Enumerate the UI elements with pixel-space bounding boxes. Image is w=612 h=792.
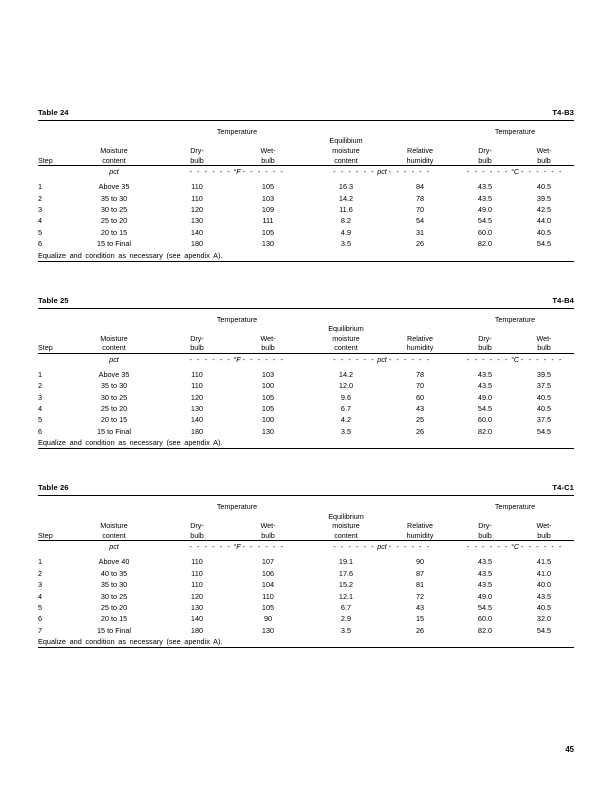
column-header-dry-bulb-f: Dry- bulb bbox=[190, 521, 204, 540]
drying-schedule-table bbox=[38, 308, 574, 450]
cell-wet-bulb-c: 54.5 bbox=[536, 426, 552, 436]
tables-container bbox=[38, 108, 574, 682]
group-header-row bbox=[38, 315, 574, 324]
cell-wet-bulb-c: 40.5 bbox=[536, 392, 552, 402]
column-header-moisture-content: Moisture content bbox=[100, 146, 128, 165]
group-header-blank-step bbox=[38, 127, 62, 136]
units-dash-right: - - - - - - bbox=[521, 354, 563, 364]
group-header-temperature-f: Temperature bbox=[216, 502, 258, 512]
cell-relative-humidity: 70 bbox=[415, 205, 425, 214]
cell-dry-bulb-f: 120 bbox=[190, 205, 204, 214]
table-block bbox=[38, 483, 574, 648]
cell-wet-bulb-f: 90 bbox=[263, 614, 273, 624]
units-percent-group bbox=[308, 166, 456, 178]
cell-moisture-content: 15 to Final bbox=[96, 625, 132, 635]
cell-emc: 19.1 bbox=[338, 557, 354, 567]
cell-wet-bulb-c: 44.0 bbox=[536, 216, 552, 226]
table-row bbox=[38, 215, 574, 226]
cell-wet-bulb-f: 107 bbox=[261, 557, 275, 567]
group-header-blank-moisture bbox=[62, 315, 166, 324]
cell-wet-bulb-f: 105 bbox=[261, 404, 275, 414]
drying-schedule-table bbox=[38, 495, 574, 648]
cell-moisture-content: 40 to 35 bbox=[100, 568, 128, 578]
table-footnote: Equalize and condition as necessary (see apendix A). bbox=[38, 438, 223, 448]
group-header-blank-rh bbox=[384, 502, 456, 511]
units-label-pct: pct bbox=[109, 354, 119, 364]
cell-moisture-content: 25 to 20 bbox=[100, 404, 128, 414]
column-header-step: Step bbox=[38, 530, 53, 540]
column-header-dry-bulb-f: Dry- bulb bbox=[190, 146, 204, 165]
cell-wet-bulb-f: 103 bbox=[261, 193, 275, 203]
cell-wet-bulb-c: 43.5 bbox=[536, 591, 552, 601]
cell-relative-humidity: 81 bbox=[415, 580, 425, 590]
cell-step: 6 bbox=[38, 239, 43, 249]
group-header-blank-step bbox=[38, 315, 62, 324]
cell-wet-bulb-c: 40.5 bbox=[536, 404, 552, 414]
table-footnote: Equalize and condition as necessary (see apendix A). bbox=[38, 250, 223, 260]
cell-wet-bulb-c: 40.5 bbox=[536, 227, 552, 237]
table-row bbox=[38, 403, 574, 414]
table-row bbox=[38, 625, 574, 636]
cell-dry-bulb-c: 60.0 bbox=[477, 614, 493, 624]
cell-moisture-content: Above 35 bbox=[98, 182, 130, 192]
units-label-c: °C bbox=[510, 354, 520, 364]
table-number: Table 24 bbox=[38, 108, 69, 117]
column-header-wet-bulb-f: Wet- bulb bbox=[260, 146, 276, 165]
cell-dry-bulb-c: 82.0 bbox=[477, 239, 493, 249]
cell-dry-bulb-c: 82.0 bbox=[477, 625, 493, 635]
cell-wet-bulb-c: 40.5 bbox=[536, 182, 552, 192]
units-dash-left: - - - - - - bbox=[333, 167, 376, 177]
cell-dry-bulb-f: 180 bbox=[190, 625, 204, 635]
cell-moisture-content: 25 to 20 bbox=[100, 216, 128, 226]
table-row bbox=[38, 602, 574, 613]
cell-dry-bulb-f: 120 bbox=[190, 392, 204, 402]
units-dash-right: - - - - - - bbox=[521, 167, 563, 177]
cell-dry-bulb-c: 54.5 bbox=[477, 404, 493, 414]
cell-step: 4 bbox=[38, 404, 43, 414]
cell-step: 5 bbox=[38, 603, 43, 613]
table-row bbox=[38, 193, 574, 204]
cell-step: 5 bbox=[38, 227, 43, 237]
table-code: T4-B4 bbox=[552, 295, 574, 305]
cell-wet-bulb-f: 109 bbox=[261, 205, 275, 214]
cell-wet-bulb-c: 37.5 bbox=[536, 415, 552, 425]
cell-dry-bulb-c: 43.5 bbox=[477, 193, 493, 203]
units-dash-right: - - - - - - bbox=[242, 167, 285, 177]
cell-emc: 6.7 bbox=[340, 603, 352, 613]
cell-dry-bulb-c: 43.5 bbox=[477, 568, 493, 578]
table-row bbox=[38, 613, 574, 624]
group-header-blank-rh bbox=[384, 127, 456, 136]
units-dash-right: - - - - - - bbox=[242, 354, 285, 364]
units-label-pct: pct bbox=[109, 542, 119, 552]
cell-relative-humidity: 26 bbox=[415, 426, 425, 436]
cell-wet-bulb-c: 54.5 bbox=[536, 239, 552, 249]
cell-step: 3 bbox=[38, 205, 43, 214]
group-header-blank-rh bbox=[384, 315, 456, 324]
units-dash-left: - - - - - - bbox=[467, 542, 509, 552]
cell-moisture-content: 30 to 25 bbox=[100, 392, 128, 402]
cell-moisture-content: Above 35 bbox=[98, 369, 130, 379]
units-pct-moisture bbox=[62, 354, 166, 366]
units-dash-right: - - - - - - bbox=[388, 167, 431, 177]
units-dash-left: - - - - - - bbox=[467, 167, 509, 177]
cell-emc: 6.7 bbox=[340, 404, 352, 414]
cell-relative-humidity: 87 bbox=[415, 568, 425, 578]
group-header-blank-moisture bbox=[62, 502, 166, 511]
cell-emc: 12.1 bbox=[338, 591, 354, 601]
table-bottom-rule bbox=[38, 648, 574, 649]
units-dash-left: - - - - - - bbox=[467, 354, 509, 364]
cell-dry-bulb-c: 49.0 bbox=[477, 591, 493, 601]
table-row bbox=[38, 369, 574, 380]
units-percent-group bbox=[308, 354, 456, 366]
cell-dry-bulb-c: 43.5 bbox=[477, 369, 493, 379]
cell-step: 4 bbox=[38, 591, 43, 601]
cell-wet-bulb-f: 105 bbox=[261, 603, 275, 613]
units-label-f: °F bbox=[233, 167, 241, 177]
cell-dry-bulb-f: 130 bbox=[190, 404, 204, 414]
cell-dry-bulb-f: 130 bbox=[190, 603, 204, 613]
units-pct-moisture bbox=[62, 166, 166, 178]
units-dash-right: - - - - - - bbox=[521, 542, 563, 552]
cell-wet-bulb-f: 110 bbox=[262, 591, 274, 601]
rule-line bbox=[38, 449, 574, 450]
units-label-c: °C bbox=[510, 542, 520, 552]
cell-wet-bulb-c: 37.5 bbox=[536, 381, 552, 391]
cell-emc: 14.2 bbox=[338, 193, 354, 203]
table-number: Table 26 bbox=[38, 483, 69, 493]
cell-wet-bulb-c: 42.5 bbox=[536, 205, 552, 214]
table-row bbox=[38, 579, 574, 590]
units-celsius bbox=[456, 354, 574, 366]
column-header-emc: Equilibrium moisture content bbox=[328, 324, 364, 353]
units-fahrenheit bbox=[166, 541, 308, 553]
cell-wet-bulb-f: 100 bbox=[261, 381, 275, 391]
cell-dry-bulb-c: 54.5 bbox=[477, 603, 493, 613]
units-dash-left: - - - - - - bbox=[189, 542, 232, 552]
column-header-moisture-content: Moisture content bbox=[100, 521, 128, 540]
cell-relative-humidity: 54 bbox=[415, 216, 425, 226]
table-bottom-rule bbox=[38, 449, 574, 450]
units-dash-right: - - - - - - bbox=[242, 542, 285, 552]
cell-wet-bulb-c: 41.0 bbox=[536, 568, 552, 578]
cell-emc: 11.6 bbox=[339, 205, 353, 214]
table-caption bbox=[38, 483, 574, 495]
cell-relative-humidity: 26 bbox=[415, 239, 425, 249]
cell-wet-bulb-c: 54.5 bbox=[536, 625, 552, 635]
cell-step: 7 bbox=[38, 625, 43, 635]
table-footnote: Equalize and condition as necessary (see apendix A). bbox=[38, 637, 223, 647]
units-celsius bbox=[456, 166, 574, 178]
group-header-blank-moisture bbox=[62, 127, 166, 136]
cell-wet-bulb-f: 130 bbox=[261, 426, 275, 436]
group-header-blank-emc bbox=[308, 502, 384, 511]
units-celsius bbox=[456, 541, 574, 553]
group-header-temperature-f: Temperature bbox=[216, 314, 258, 324]
cell-dry-bulb-f: 110 bbox=[191, 381, 203, 391]
cell-relative-humidity: 72 bbox=[415, 591, 425, 601]
cell-moisture-content: 15 to Final bbox=[96, 426, 132, 436]
cell-wet-bulb-f: 130 bbox=[261, 239, 275, 249]
group-header-blank-step bbox=[38, 502, 62, 511]
cell-emc: 16.3 bbox=[338, 182, 354, 192]
cell-relative-humidity: 43 bbox=[415, 404, 425, 414]
table-code: T4-B3 bbox=[552, 108, 574, 117]
cell-wet-bulb-f: 104 bbox=[261, 580, 275, 590]
cell-dry-bulb-f: 140 bbox=[190, 614, 204, 624]
cell-dry-bulb-f: 130 bbox=[190, 216, 204, 226]
table-block bbox=[38, 108, 574, 262]
cell-step: 6 bbox=[38, 614, 43, 624]
cell-moisture-content: 25 to 20 bbox=[100, 603, 128, 613]
cell-wet-bulb-f: 105 bbox=[261, 392, 275, 402]
cell-emc: 12.0 bbox=[338, 381, 354, 391]
column-header-row bbox=[38, 512, 574, 541]
table-row bbox=[38, 556, 574, 567]
units-label-c: °C bbox=[510, 167, 520, 177]
cell-dry-bulb-c: 49.0 bbox=[477, 392, 493, 402]
column-header-dry-bulb-f: Dry- bulb bbox=[190, 333, 204, 353]
cell-wet-bulb-f: 103 bbox=[261, 369, 275, 379]
group-header-temperature-c: Temperature bbox=[494, 314, 536, 324]
cell-step: 4 bbox=[38, 216, 43, 226]
cell-relative-humidity: 78 bbox=[415, 369, 425, 379]
group-header-temperature-f: Temperature bbox=[216, 127, 258, 136]
cell-dry-bulb-c: 43.5 bbox=[477, 381, 493, 391]
table-number: Table 25 bbox=[38, 295, 69, 305]
cell-wet-bulb-c: 39.5 bbox=[536, 193, 552, 203]
cell-step: 6 bbox=[38, 426, 43, 436]
units-dash-right: - - - - - - bbox=[388, 354, 431, 364]
column-header-moisture-content: Moisture content bbox=[100, 333, 128, 353]
cell-moisture-content: 30 to 25 bbox=[100, 205, 128, 214]
units-row bbox=[38, 541, 574, 553]
cell-dry-bulb-f: 180 bbox=[190, 239, 204, 249]
table-row bbox=[38, 227, 574, 238]
cell-wet-bulb-c: 41.5 bbox=[536, 557, 552, 567]
cell-step: 2 bbox=[38, 568, 43, 578]
table-row bbox=[38, 181, 574, 192]
units-pct-moisture bbox=[62, 541, 166, 553]
table-caption bbox=[38, 108, 574, 120]
column-header-dry-bulb-c: Dry- bulb bbox=[478, 521, 492, 540]
cell-dry-bulb-f: 120 bbox=[190, 591, 204, 601]
cell-dry-bulb-f: 110 bbox=[191, 193, 203, 203]
group-header-temperature-c: Temperature bbox=[494, 127, 536, 136]
units-label-f: °F bbox=[233, 542, 241, 552]
cell-relative-humidity: 60 bbox=[415, 392, 425, 402]
units-row bbox=[38, 354, 574, 366]
footnote-row bbox=[38, 636, 574, 648]
cell-step: 3 bbox=[38, 392, 43, 402]
units-percent-group bbox=[308, 541, 456, 553]
cell-wet-bulb-f: 106 bbox=[261, 568, 275, 578]
cell-emc: 3.5 bbox=[340, 239, 352, 249]
cell-emc: 3.5 bbox=[340, 625, 352, 635]
column-header-relative-humidity: Relative humidity bbox=[406, 333, 434, 353]
cell-step: 2 bbox=[38, 193, 43, 203]
column-header-wet-bulb-c: Wet- bulb bbox=[536, 146, 552, 165]
cell-emc: 14.2 bbox=[338, 369, 354, 379]
rule-line bbox=[38, 648, 574, 649]
cell-step: 5 bbox=[38, 415, 43, 425]
cell-relative-humidity: 78 bbox=[415, 193, 425, 203]
cell-relative-humidity: 25 bbox=[415, 415, 425, 425]
cell-moisture-content: 20 to 15 bbox=[100, 227, 128, 237]
cell-emc: 17.6 bbox=[338, 568, 354, 578]
cell-dry-bulb-c: 43.5 bbox=[477, 182, 493, 192]
cell-moisture-content: 35 to 30 bbox=[100, 193, 128, 203]
footnote-row bbox=[38, 437, 574, 449]
table-row bbox=[38, 204, 574, 215]
table-bottom-rule bbox=[38, 261, 574, 262]
cell-dry-bulb-f: 110 bbox=[191, 182, 203, 192]
cell-moisture-content: Above 40 bbox=[98, 557, 130, 567]
cell-emc: 9.6 bbox=[340, 392, 352, 402]
column-header-relative-humidity: Relative humidity bbox=[406, 146, 434, 165]
column-header-step: Step bbox=[38, 155, 53, 165]
units-label-pct: pct bbox=[377, 354, 387, 364]
cell-dry-bulb-f: 110 bbox=[191, 369, 203, 379]
group-header-row bbox=[38, 127, 574, 136]
cell-dry-bulb-f: 180 bbox=[190, 426, 204, 436]
cell-dry-bulb-c: 82.0 bbox=[477, 426, 493, 436]
units-label-pct: pct bbox=[109, 167, 119, 177]
cell-emc: 8.2 bbox=[340, 216, 352, 226]
units-label-pct: pct bbox=[377, 542, 387, 552]
drying-schedule-table bbox=[38, 120, 574, 262]
column-header-wet-bulb-f: Wet- bulb bbox=[260, 521, 276, 540]
cell-dry-bulb-c: 54.5 bbox=[477, 216, 493, 226]
cell-relative-humidity: 70 bbox=[415, 381, 425, 391]
cell-dry-bulb-c: 49.0 bbox=[477, 205, 493, 214]
cell-wet-bulb-f: 105 bbox=[261, 182, 275, 192]
table-code: T4-C1 bbox=[552, 483, 574, 493]
units-label-f: °F bbox=[233, 354, 241, 364]
table-row bbox=[38, 591, 574, 602]
cell-moisture-content: 20 to 15 bbox=[100, 415, 128, 425]
cell-relative-humidity: 84 bbox=[415, 182, 425, 192]
cell-dry-bulb-f: 140 bbox=[190, 415, 204, 425]
cell-step: 1 bbox=[38, 557, 43, 567]
cell-dry-bulb-f: 110 bbox=[191, 580, 203, 590]
page-number: 45 bbox=[565, 745, 574, 754]
column-header-wet-bulb-f: Wet- bulb bbox=[260, 333, 276, 353]
cell-step: 3 bbox=[38, 580, 43, 590]
units-blank-step bbox=[38, 541, 62, 553]
cell-moisture-content: 35 to 30 bbox=[100, 580, 128, 590]
cell-emc: 4.9 bbox=[340, 227, 352, 237]
cell-dry-bulb-f: 110 bbox=[191, 557, 203, 567]
column-header-row bbox=[38, 136, 574, 165]
cell-relative-humidity: 26 bbox=[415, 625, 425, 635]
group-header-temperature-c: Temperature bbox=[494, 502, 536, 512]
cell-wet-bulb-f: 111 bbox=[262, 216, 274, 226]
cell-relative-humidity: 43 bbox=[415, 603, 425, 613]
cell-emc: 15.2 bbox=[338, 580, 354, 590]
table-row bbox=[38, 380, 574, 391]
cell-wet-bulb-f: 105 bbox=[261, 227, 275, 237]
cell-wet-bulb-c: 40.0 bbox=[536, 580, 552, 590]
cell-emc: 4.2 bbox=[340, 415, 352, 425]
cell-relative-humidity: 90 bbox=[415, 557, 425, 567]
footnote-row bbox=[38, 250, 574, 262]
cell-emc: 3.5 bbox=[340, 426, 352, 436]
cell-dry-bulb-f: 110 bbox=[191, 568, 203, 578]
column-header-wet-bulb-c: Wet- bulb bbox=[536, 333, 552, 353]
cell-dry-bulb-f: 140 bbox=[190, 227, 204, 237]
cell-wet-bulb-c: 39.5 bbox=[536, 369, 552, 379]
column-header-relative-humidity: Relative humidity bbox=[406, 521, 434, 540]
cell-wet-bulb-c: 32.0 bbox=[536, 614, 552, 624]
cell-step: 2 bbox=[38, 381, 43, 391]
cell-emc: 2.9 bbox=[340, 614, 352, 624]
cell-step: 1 bbox=[38, 182, 43, 192]
units-blank-step bbox=[38, 354, 62, 366]
units-fahrenheit bbox=[166, 166, 308, 178]
units-label-pct: pct bbox=[377, 167, 387, 177]
group-header-blank-emc bbox=[308, 315, 384, 324]
cell-wet-bulb-f: 130 bbox=[261, 625, 275, 635]
cell-wet-bulb-f: 100 bbox=[261, 415, 275, 425]
units-dash-left: - - - - - - bbox=[189, 354, 232, 364]
cell-dry-bulb-c: 60.0 bbox=[477, 415, 493, 425]
units-dash-right: - - - - - - bbox=[388, 542, 431, 552]
units-dash-left: - - - - - - bbox=[333, 354, 376, 364]
units-row bbox=[38, 166, 574, 178]
cell-moisture-content: 15 to Final bbox=[96, 239, 132, 249]
column-header-step: Step bbox=[38, 343, 53, 353]
table-caption bbox=[38, 296, 574, 308]
column-header-emc: Equilibium moisture content bbox=[329, 136, 363, 165]
column-header-dry-bulb-c: Dry- bulb bbox=[478, 333, 492, 353]
units-fahrenheit bbox=[166, 354, 308, 366]
cell-dry-bulb-c: 43.5 bbox=[477, 557, 493, 567]
table-row bbox=[38, 568, 574, 579]
group-header-blank-emc bbox=[308, 127, 384, 136]
cell-relative-humidity: 31 bbox=[415, 227, 425, 237]
column-header-wet-bulb-c: Wet- bulb bbox=[536, 521, 552, 540]
units-dash-left: - - - - - - bbox=[189, 167, 232, 177]
cell-moisture-content: 20 to 15 bbox=[100, 614, 128, 624]
column-header-emc: Equilibrium moisture content bbox=[328, 511, 364, 540]
cell-dry-bulb-c: 60.0 bbox=[477, 227, 493, 237]
cell-wet-bulb-c: 40.5 bbox=[536, 603, 552, 613]
table-row bbox=[38, 414, 574, 425]
units-blank-step bbox=[38, 166, 62, 178]
cell-moisture-content: 35 to 30 bbox=[100, 381, 128, 391]
cell-relative-humidity: 15 bbox=[415, 614, 425, 624]
table-row bbox=[38, 238, 574, 249]
table-row bbox=[38, 426, 574, 437]
group-header-row bbox=[38, 502, 574, 511]
units-dash-left: - - - - - - bbox=[333, 542, 376, 552]
column-header-dry-bulb-c: Dry- bulb bbox=[478, 146, 492, 165]
column-header-row bbox=[38, 324, 574, 353]
table-block bbox=[38, 296, 574, 450]
rule-line bbox=[38, 261, 574, 262]
cell-moisture-content: 30 to 25 bbox=[100, 591, 128, 601]
table-row bbox=[38, 392, 574, 403]
cell-step: 1 bbox=[38, 369, 43, 379]
cell-dry-bulb-c: 43.5 bbox=[477, 580, 493, 590]
